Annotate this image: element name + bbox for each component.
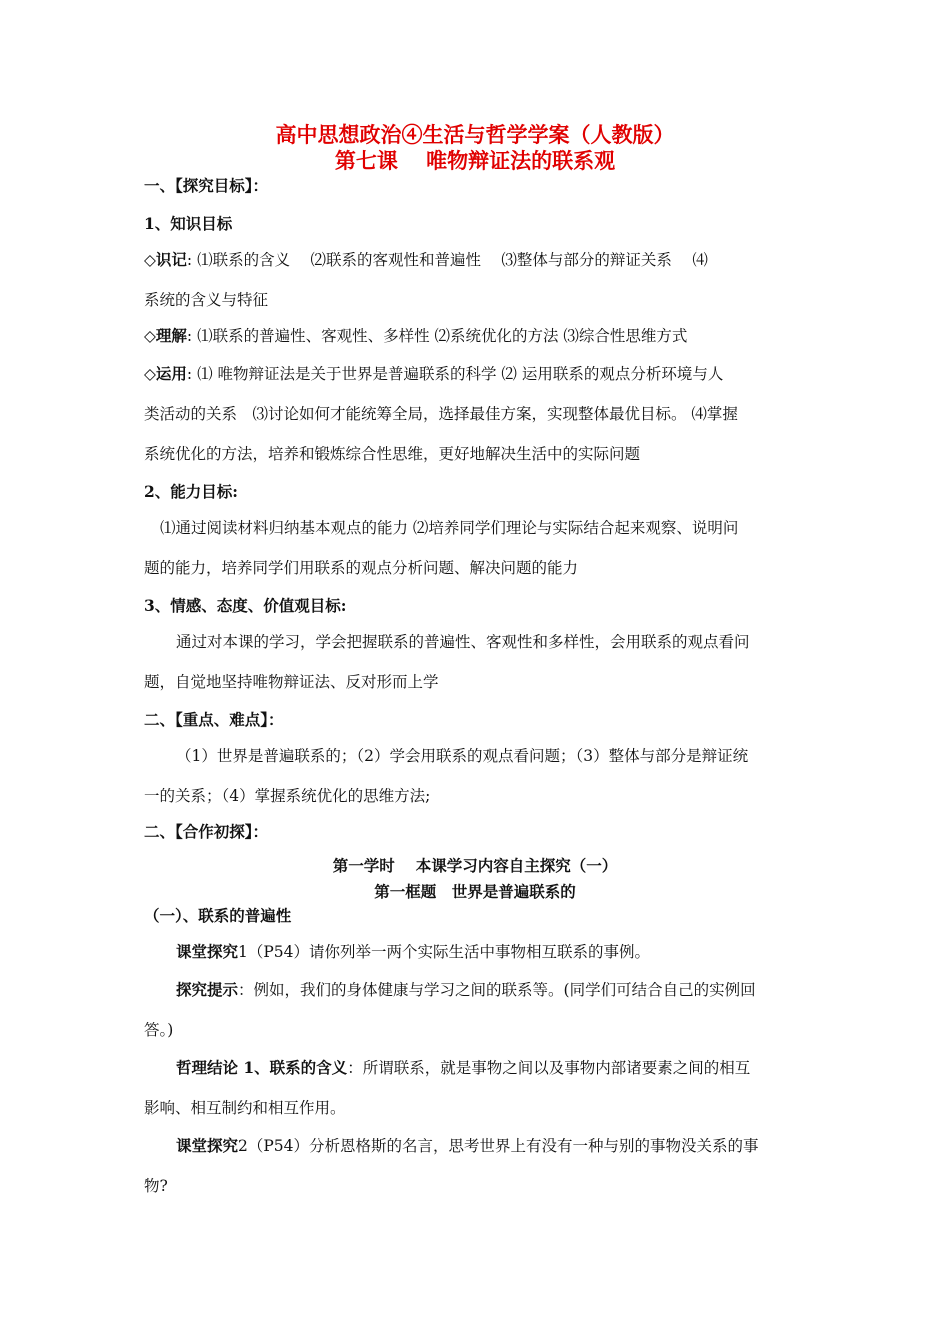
apply-continued-2: 系统优化的方法，培养和锻炼综合性思维，更好地解决生活中的实际问题 [144, 445, 641, 463]
philosophy-conclusion-label: 哲理结论 1、联系的含义 [176, 1058, 348, 1077]
ability-text-1: ⑴通过阅读材料归纳基本观点的能力 ⑵培养同学们理论与实际结合起来观察、说明问 [160, 519, 739, 537]
memorize-line [144, 250, 810, 270]
class-inquiry-2-continued: 物? [144, 1177, 168, 1195]
emotion-goals-heading: 3、情感、态度、价值观目标: [144, 596, 347, 615]
apply-line [144, 364, 810, 384]
apply-text: : ⑴ 唯物辩证法是关于世界是普遍联系的科学 ⑵ 运用联系的观点分析环境与人 [186, 365, 724, 383]
section-heading-cooperation: 二、【合作初探】： [144, 822, 269, 841]
inquiry-hint-continued: 答。) [144, 1021, 174, 1039]
key-points-text-1: （1）世界是普遍联系的；（2）学会用联系的观点看问题；（3）整体与部分是辩证统 [176, 747, 749, 765]
class-inquiry-2 [176, 1136, 842, 1156]
philosophy-conclusion-continued: 影响、相互制约和相互作用。 [144, 1099, 346, 1117]
apply-label: ◇运用 [144, 364, 187, 383]
memorize-text: : ⑴联系的含义 ⑵联系的客观性和普遍性 ⑶整体与部分的辩证关系 ⑷ [186, 251, 708, 269]
class-inquiry-2-label: 课堂探究 [176, 1136, 239, 1155]
ability-goals-heading: 2、能力目标: [144, 482, 239, 501]
understand-text: : ⑴联系的普遍性、客观性、多样性 ⑵系统优化的方法 ⑶综合性思维方式 [186, 327, 688, 345]
understand-label: ◇理解 [144, 326, 187, 345]
document-title: 高中思想政治④生活与哲学学案（人教版） [275, 122, 675, 147]
lesson-title: 第七课 唯物辩证法的联系观 [334, 148, 616, 173]
philosophy-conclusion [176, 1058, 842, 1078]
class-inquiry-2-text: 2（P54）分析恩格斯的名言，思考世界上有没有一种与别的事物没关系的事 [238, 1137, 759, 1155]
apply-continued-1: 类活动的关系 ⑶讨论如何才能统筹全局，选择最佳方案，实现整体最优目标。 ⑷掌握 [144, 405, 738, 423]
memorize-continued: 系统的含义与特征 [144, 291, 269, 309]
section-heading-goals: 一、【探究目标】： [144, 176, 269, 195]
understand-line [144, 326, 810, 346]
section-heading-key-points: 二、【重点、难点】： [144, 710, 284, 729]
class-inquiry-1-label: 课堂探究 [176, 942, 239, 961]
ability-text-2: 题的能力，培养同学们用联系的观点分析问题、解决问题的能力 [144, 559, 579, 577]
inquiry-hint-text: ：例如，我们的身体健康与学习之间的联系等。(同学们可结合自己的实例回 [238, 981, 756, 999]
emotion-text-1: 通过对本课的学习，学会把握联系的普遍性、客观性和多样性，会用联系的观点看问 [176, 633, 750, 651]
knowledge-goals-heading: 1、知识目标 [144, 214, 233, 233]
class-inquiry-1-text: 1（P54）请你列举一两个实际生活中事物相互联系的事例。 [238, 943, 651, 961]
subheading-first-period: 第一学时 本课学习内容自主探究（一） [332, 856, 618, 875]
subsection-universality: （一）、联系的普遍性 [144, 906, 292, 925]
class-inquiry-1 [176, 942, 842, 962]
inquiry-hint [176, 980, 842, 1000]
emotion-text-2: 题，自觉地坚持唯物辩证法、反对形而上学 [144, 673, 439, 691]
memorize-label: ◇识记 [144, 250, 187, 269]
philosophy-conclusion-text: ：所谓联系，就是事物之间以及事物内部诸要素之间的相互 [347, 1059, 751, 1077]
inquiry-hint-label: 探究提示 [176, 980, 239, 999]
subheading-first-frame: 第一框题 世界是普遍联系的 [374, 882, 576, 901]
key-points-text-2: 一的关系；（4）掌握系统优化的思维方法; [144, 787, 431, 805]
